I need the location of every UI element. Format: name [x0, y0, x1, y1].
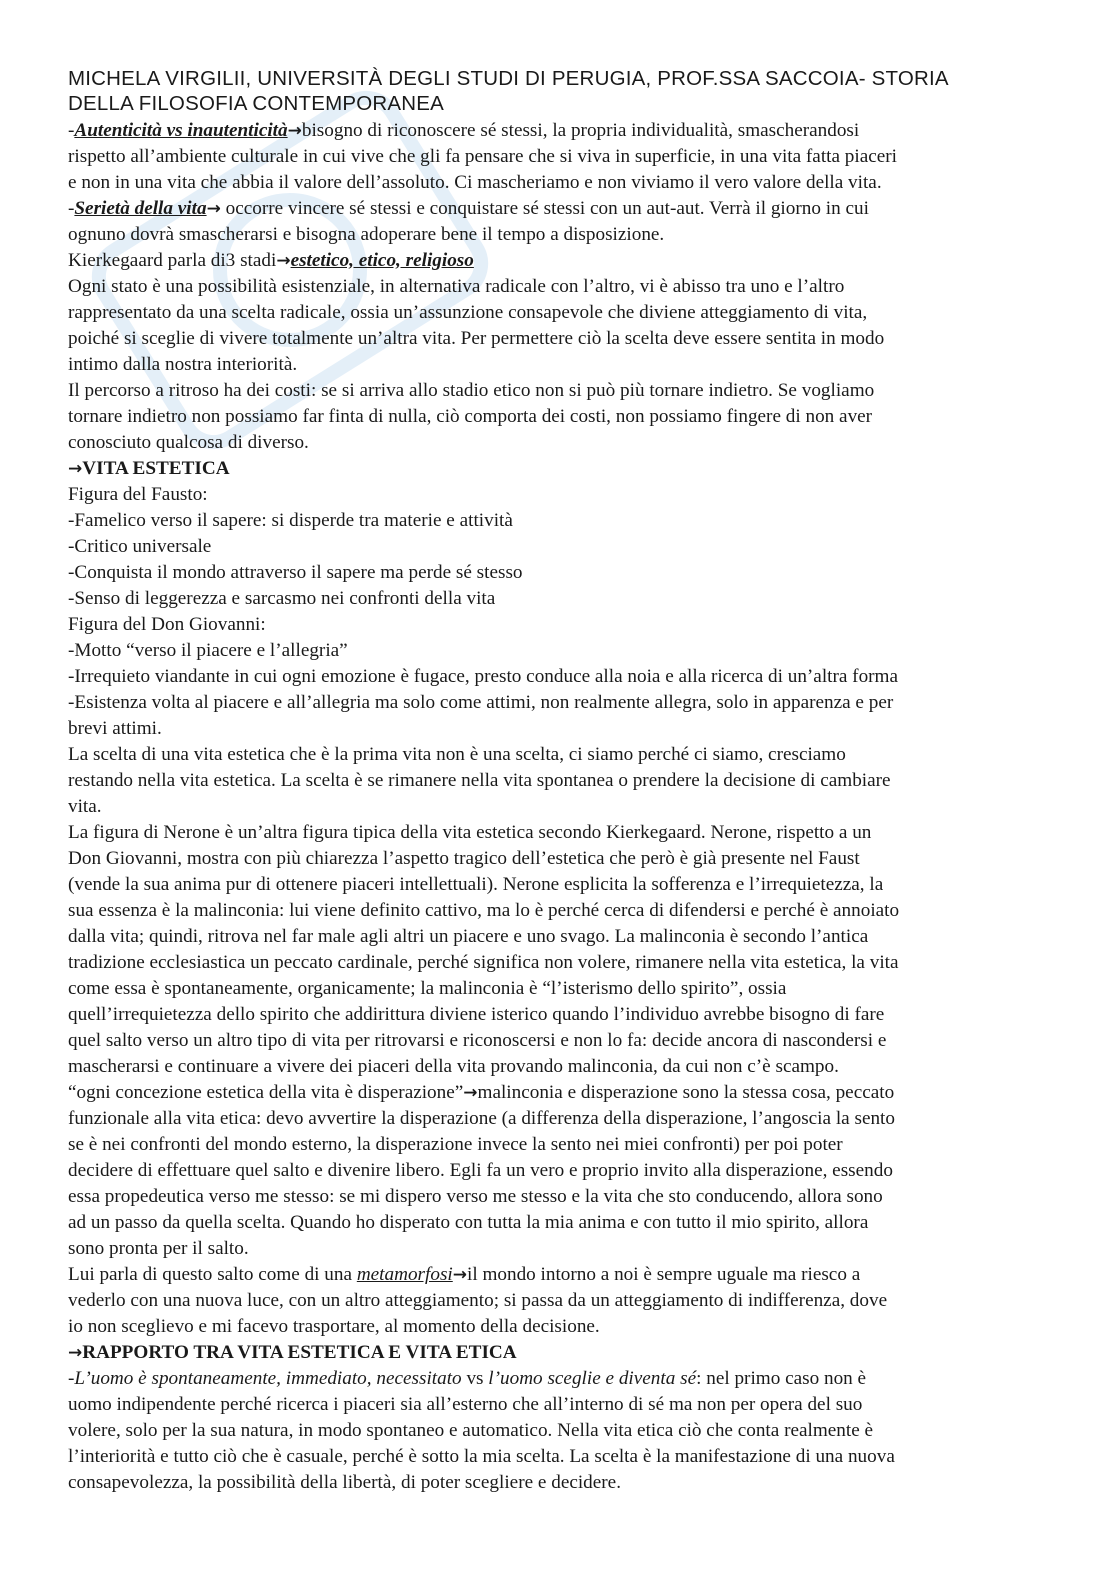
text-line: funzionale alla vita etica: devo avvertire la disperazione (a differenza della disperazione, l’angoscia la sento: [68, 1108, 895, 1129]
text-line: Kierkegaard parla di3 stadi: [68, 250, 277, 271]
text-line: quel salto verso un altro tipo di vita per ritrovarsi e riconoscersi e non lo fa: decide ancora di nascondersi e: [68, 1030, 887, 1051]
arrow-icon: →: [287, 121, 302, 141]
text-line: come essa è spontaneamente, organicamente; la malinconia è “l’isterismo dello spirito”, ossia: [68, 978, 787, 999]
list-don-giovanni: [68, 612, 1048, 742]
text-line: Ogni stato è una possibilità esistenziale, in alternativa radicale con l’altro, vi è abisso tra uno e l’altro: [68, 276, 845, 297]
text-line: sua essenza è la malinconia: lui viene definito cattivo, ma lo è perché cerca di difendersi e perché è annoiato: [68, 900, 900, 921]
document-header: [68, 66, 1048, 116]
text-line: (vende la sua anima pur di ottenere piaceri intellettuali). Nerone esplicita la sofferenza e l’irrequietezza, la: [68, 874, 884, 895]
document-page: [68, 66, 1048, 1496]
list-item: -Conquista il mondo attraverso il sapere ma perde sé stesso: [68, 562, 523, 583]
text-line: consapevolezza, la possibilità della libertà, di poter scegliere e decidere.: [68, 1472, 621, 1493]
text-line: intimo dalla nostra interiorità.: [68, 354, 298, 375]
text-line: poiché si sceglie di vivere totalmente un’altra vita. Per permettere ciò la scelta deve essere sentita in modo: [68, 328, 885, 349]
arrow-icon: →: [452, 1265, 467, 1285]
text-line: tradizione ecclesiastica un peccato cardinale, perché significa non volere, rimanere nella vita estetica, la vita: [68, 952, 899, 973]
header-line-1: MICHELA VIRGILII, UNIVERSITÀ DEGLI STUDI DI PERUGIA, PROF.SSA SACCOIA- STORIA: [68, 67, 949, 90]
text-line: dalla vita; quindi, ritrova nel far male agli altri un piacere e uno svago. La malinconia è secondo l’antica: [68, 926, 869, 947]
section-label: VITA ESTETICA: [82, 458, 230, 479]
text-line: Il percorso a ritroso ha dei costi: se si arriva allo stadio etico non si può più tornare indietro. Se vogliamo: [68, 380, 875, 401]
text-line: ad un passo da quella scelta. Quando ho disperato con tutta la mia anima e con tutto il mio spirito, allora: [68, 1212, 869, 1233]
text-line: restando nella vita estetica. La scelta è se rimanere nella vita spontanea o prendere la decisione di cambiare: [68, 770, 891, 791]
text-line: Don Giovanni, mostra con più chiarezza l’aspetto tragico dell’estetica che però è già presente nel Faust: [68, 848, 860, 869]
text-line: : nel primo caso non è: [696, 1368, 867, 1389]
list-item: Figura del Don Giovanni:: [68, 614, 266, 635]
list-item: -Irrequieto viandante in cui ogni emozione è fugace, presto conduce alla noia e alla ricerca di un’altra forma: [68, 666, 898, 687]
term-stages: estetico, etico, religioso: [290, 250, 474, 271]
section-label: RAPPORTO TRA VITA ESTETICA E VITA ETICA: [82, 1342, 517, 1363]
text-line: e non in una vita che abbia il valore dell’assoluto. Ci mascheriamo e non viviamo il vero valore della vita.: [68, 172, 882, 193]
term-authenticity: Autenticità vs inautenticità: [74, 120, 288, 141]
paragraph-despair: [68, 1080, 1048, 1262]
text-line: occorre vincere sé stessi e conquistare sé stessi con un aut-aut. Verrà il giorno in cui: [220, 198, 869, 219]
text-line: rispetto all’ambiente culturale in cui vive che gli fa pensare che si viva in superficie, in una vita fatta piaceri: [68, 146, 897, 167]
text-line: bisogno di riconoscere sé stessi, la propria individualità, smascherandosi: [301, 120, 860, 141]
paragraph-stages: [68, 248, 1048, 274]
section-title-aesthetic: [68, 456, 1048, 482]
paragraph-existential-choice: [68, 274, 1048, 378]
list-item: -Motto “verso il piacere e l’allegria”: [68, 640, 348, 661]
arrow-icon: →: [206, 199, 221, 219]
text-line: vs: [461, 1368, 489, 1389]
section-title-relationship: [68, 1340, 1048, 1366]
text-line: mascherarsi e continuare a vivere dei piaceri della vita provando malinconia, da cui non c’è scampo.: [68, 1056, 839, 1077]
quote: “ogni concezione estetica della vita è disperazione”: [68, 1082, 464, 1103]
arrow-icon: →: [68, 1343, 83, 1363]
text-line: decidere di effettuare quel salto e divenire libero. Egli fa un vero e proprio invito alla disperazione, essendo: [68, 1160, 893, 1181]
paragraph-authenticity: [68, 118, 1048, 196]
text-line: vederlo con una nuova luce, con un altro atteggiamento; si passa da un atteggiamento di indifferenza, dove: [68, 1290, 888, 1311]
paragraph-metamorphosis: [68, 1262, 1048, 1340]
text-line: quell’irrequietezza dello spirito che addirittura diviene isterico quando l’individuo avrebbe bisogno di fare: [68, 1004, 885, 1025]
list-item: -Senso di leggerezza e sarcasmo nei confronti della vita: [68, 588, 496, 609]
dash: -: [68, 120, 75, 141]
arrow-icon: →: [68, 459, 83, 479]
italic-phrase: l’uomo sceglie e diventa sé: [488, 1368, 697, 1389]
text-line: uomo indipendente perché ricerca i piaceri sia all’esterno che all’interno di sé ma non per opera del suo: [68, 1394, 863, 1415]
text-line: sono pronta per il salto.: [68, 1238, 249, 1259]
paragraph-aesthetic-choice: [68, 742, 1048, 820]
dash: -: [68, 1368, 75, 1389]
term-metamorphosis: metamorfosi: [356, 1264, 453, 1285]
paragraph-costs: [68, 378, 1048, 456]
text-line: vita.: [68, 796, 102, 817]
text-line: La scelta di una vita estetica che è la prima vita non è una scelta, ci siamo perché ci siamo, cresciamo: [68, 744, 846, 765]
list-item: -Critico universale: [68, 536, 212, 557]
paragraph-seriousness: [68, 196, 1048, 248]
text-line: io non sceglievo e mi facevo trasportare, al momento della decisione.: [68, 1316, 600, 1337]
text-line: tornare indietro non possiamo far finta di nulla, ciò comporta dei costi, non possiamo fingere di non aver: [68, 406, 873, 427]
text-line: se è nei confronti del mondo esterno, la disperazione invece la sento nei miei confronti) per poi poter: [68, 1134, 843, 1155]
text-line: l’interiorità e tutto ciò che è casuale, perché è sotto la mia scelta. La scelta è la manifestazione di una nuova: [68, 1446, 895, 1467]
list-faust: [68, 482, 1048, 612]
arrow-icon: →: [463, 1083, 478, 1103]
text-line: conosciuto qualcosa di diverso.: [68, 432, 309, 453]
text-line: ognuno dovrà smascherarsi e bisogna adoperare bene il tempo a disposizione.: [68, 224, 665, 245]
italic-phrase: L’uomo è spontaneamente, immediato, necessitato: [74, 1368, 462, 1389]
arrow-icon: →: [276, 251, 291, 271]
list-item: -Esistenza volta al piacere e all’allegria ma solo come attimi, non realmente allegra, solo in apparenza e per: [68, 692, 894, 713]
text-line: Lui parla di questo salto come di una: [68, 1264, 357, 1285]
list-item: brevi attimi.: [68, 718, 162, 739]
text-line: essa propedeutica verso me stesso: se mi dispero verso me stesso e la vita che sto conducendo, allora sono: [68, 1186, 883, 1207]
text-line: La figura di Nerone è un’altra figura tipica della vita estetica secondo Kierkegaard. Nerone, rispetto a un: [68, 822, 872, 843]
text-line: malinconia e disperazione sono la stessa cosa, peccato: [477, 1082, 895, 1103]
text-line: volere, solo per la sua natura, in modo spontaneo e automatico. Nella vita etica ciò che conta realmente è: [68, 1420, 874, 1441]
header-line-2: DELLA FILOSOFIA CONTEMPORANEA: [68, 92, 445, 115]
text-line: rappresentato da una scelta radicale, ossia un’assunzione consapevole che diviene atteggiamento di vita,: [68, 302, 868, 323]
list-item: Figura del Fausto:: [68, 484, 208, 505]
list-item: -Famelico verso il sapere: si disperde tra materie e attività: [68, 510, 513, 531]
text-line: il mondo intorno a noi è sempre uguale ma riesco a: [467, 1264, 861, 1285]
dash: -: [68, 198, 75, 219]
term-seriousness: Serietà della vita: [74, 198, 207, 219]
paragraph-nerone: [68, 820, 1048, 1080]
paragraph-man-spontaneous: [68, 1366, 1048, 1496]
